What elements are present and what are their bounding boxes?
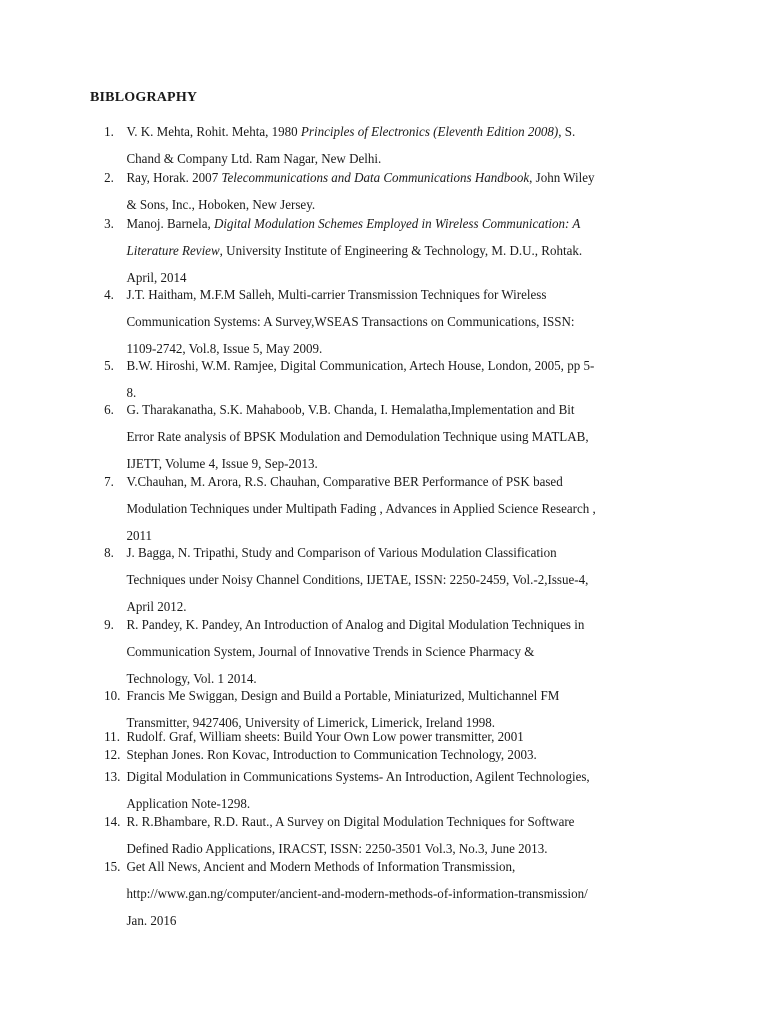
reference-segment: J. Bagga, N. Tripathi, Study and Comparison of Various Modulation Classification <box>126 546 557 561</box>
reference-segment: April, 2014 <box>126 271 187 286</box>
reference-text <box>126 747 665 765</box>
reference-segment: Technology, Vol. 1 2014. <box>126 672 257 687</box>
reference-segment: Techniques under Noisy Channel Conditions, IJETAE, ISSN: 2250-2459, Vol.-2,Issue-4, <box>126 573 589 588</box>
reference-number: 12. <box>104 748 121 763</box>
reference-line <box>126 469 665 496</box>
reference-number: 6. <box>104 403 114 418</box>
reference-segment: Error Rate analysis of BPSK Modulation and Demodulation Technique using MATLAB, <box>126 430 589 445</box>
reference-line <box>126 881 665 908</box>
reference-line <box>126 119 665 146</box>
reference-segment: & Sons, Inc., Hoboken, New Jersey. <box>126 198 316 213</box>
reference-segment: V.Chauhan, M. Arora, R.S. Chauhan, Comparative BER Performance of PSK based <box>126 475 563 490</box>
reference-number: 15. <box>104 860 121 875</box>
reference-line <box>126 282 665 309</box>
reference-number: 11. <box>104 730 120 745</box>
reference-segment: R. Pandey, K. Pandey, An Introduction of Analog and Digital Modulation Techniques in <box>126 618 585 633</box>
reference-segment: Defined Radio Applications, IRACST, ISSN: 2250-3501 Vol.3, No.3, June 2013. <box>126 842 548 857</box>
reference-segment: V. K. Mehta, Rohit. Mehta, 1980 <box>126 125 301 140</box>
reference-segment: Communication System, Journal of Innovative Trends in Science Pharmacy & <box>126 645 535 660</box>
reference-line <box>126 238 665 265</box>
reference-text <box>126 612 665 693</box>
reference-line <box>126 496 665 523</box>
bibliography-heading: BIBLOGRAPHY <box>90 90 198 105</box>
reference-line <box>126 309 665 336</box>
reference-line <box>126 908 665 935</box>
reference-text <box>126 729 665 747</box>
reference-segment: , John Wiley <box>529 171 595 186</box>
reference-number: 8. <box>104 546 114 561</box>
reference-number: 10. <box>104 689 121 704</box>
reference-line <box>126 764 665 791</box>
reference-title: Literature Review <box>126 244 220 259</box>
reference-segment: Digital Modulation in Communications Systems- An Introduction, Agilent Technologies, <box>126 770 590 785</box>
reference-segment: Application Note-1298. <box>126 797 251 812</box>
reference-segment: Communication Systems: A Survey,WSEAS Transactions on Communications, ISSN: <box>126 315 575 330</box>
reference-text <box>126 282 665 363</box>
reference-segment: G. Tharakanatha, S.K. Mahaboob, V.B. Chanda, I. Hemalatha,Implementation and Bit <box>126 403 575 418</box>
reference-number: 2. <box>104 171 114 186</box>
reference-line <box>126 211 665 238</box>
reference-text <box>126 540 665 621</box>
reference-line <box>126 809 665 836</box>
reference-segment: IJETT, Volume 4, Issue 9, Sep-2013. <box>126 457 318 472</box>
reference-title: Telecommunications and Data Communications Handbook <box>221 171 530 186</box>
reference-number: 4. <box>104 288 114 303</box>
reference-segment: Chand & Company Ltd. Ram Nagar, New Delhi. <box>126 152 382 167</box>
reference-segment: B.W. Hiroshi, W.M. Ramjee, Digital Communication, Artech House, London, 2005, pp 5- <box>126 359 595 374</box>
reference-segment: Manoj. Barnela, <box>126 217 214 232</box>
reference-number: 9. <box>104 618 114 633</box>
reference-text <box>126 854 665 935</box>
reference-segment: 8. <box>126 386 137 401</box>
reference-line <box>126 639 665 666</box>
reference-line <box>126 612 665 639</box>
reference-segment: Modulation Techniques under Multipath Fading , Advances in Applied Science Research , <box>126 502 596 517</box>
reference-text <box>126 397 665 478</box>
reference-number: 1. <box>104 125 114 140</box>
reference-line <box>126 567 665 594</box>
reference-line <box>126 854 665 881</box>
reference-segment: Transmitter, 9427406, University of Limerick, Limerick, Ireland 1998. <box>126 716 496 731</box>
reference-text <box>126 211 665 292</box>
reference-number: 7. <box>104 475 114 490</box>
reference-segment: Francis Me Swiggan, Design and Build a Portable, Miniaturized, Multichannel FM <box>126 689 560 704</box>
reference-line <box>126 729 665 747</box>
reference-segment: April 2012. <box>126 600 187 615</box>
reference-text <box>126 469 665 550</box>
reference-line <box>126 540 665 567</box>
reference-segment: R. R.Bhambare, R.D. Raut., A Survey on Digital Modulation Techniques for Software <box>126 815 575 830</box>
reference-number: 14. <box>104 815 121 830</box>
reference-segment: Jan. 2016 <box>126 914 177 929</box>
reference-number: 13. <box>104 770 121 785</box>
reference-segment: Ray, Horak. 2007 <box>126 171 222 186</box>
reference-title: Digital Modulation Schemes Employed in Wireless Communication: A <box>213 217 581 232</box>
reference-segment: 1109-2742, Vol.8, Issue 5, May 2009. <box>126 342 323 357</box>
reference-line <box>126 397 665 424</box>
reference-segment: http://www.gan.ng/computer/ancient-and-modern-methods-of-information-transmission/ <box>126 887 588 902</box>
reference-segment: , S. <box>558 125 576 140</box>
reference-line <box>126 424 665 451</box>
reference-line <box>126 353 665 380</box>
reference-title: Principles of Electronics (Eleventh Edition 2008) <box>300 125 559 140</box>
reference-number: 3. <box>104 217 114 232</box>
reference-line <box>126 165 665 192</box>
reference-segment: J.T. Haitham, M.F.M Salleh, Multi-carrier Transmission Techniques for Wireless <box>126 288 547 303</box>
reference-segment: Stephan Jones. Ron Kovac, Introduction to Communication Technology, 2003. <box>126 748 537 763</box>
reference-line <box>126 747 665 765</box>
reference-number: 5. <box>104 359 114 374</box>
reference-segment: Rudolf. Graf, William sheets: Build Your Own Low power transmitter, 2001 <box>126 730 524 745</box>
reference-line <box>126 683 665 710</box>
reference-segment: , University Institute of Engineering & Technology, M. D.U., Rohtak. <box>219 244 583 259</box>
reference-segment: Get All News, Ancient and Modern Methods of Information Transmission, <box>126 860 516 875</box>
reference-segment: 2011 <box>126 529 153 544</box>
